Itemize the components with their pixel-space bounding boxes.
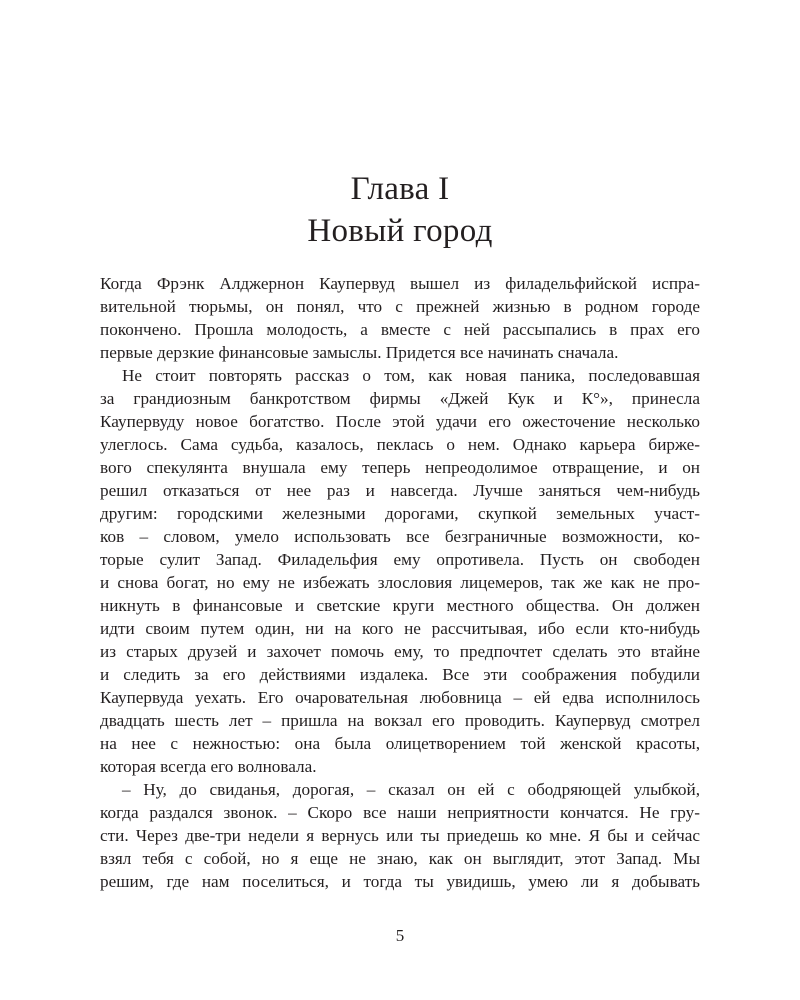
page-number: 5 [395, 926, 405, 945]
text-line: из старых друзей и захочет помочь ему, то предпочтет сделать это втайне [100, 642, 700, 661]
text-line: покончено. Прошла молодость, а вместе с ней рассыпались в прах его [100, 320, 700, 339]
text-line: которая всегда его волновала. [100, 757, 317, 776]
chapter-heading [0, 168, 800, 252]
text-line: – Ну, до свиданья, дорогая, – сказал он ей с ободряющей улыбкой, [122, 780, 700, 799]
text-line: решим, где нам поселиться, и тогда ты увидишь, умею ли я добывать [100, 872, 700, 891]
text-line: взял тебя с собой, но я еще не знаю, как он выглядит, этот Запад. Мы [100, 849, 700, 868]
text-line: за грандиозным банкротством фирмы «Джей Кук и К°», принесла [100, 389, 700, 408]
text-line: никнуть в финансовые и светские круги местного общества. Он должен [100, 596, 700, 615]
text-line: улеглось. Сама судьба, казалось, пеклась о нем. Однако карьера бирже- [100, 435, 700, 454]
text-line: и следить за его действиями издалека. Все эти соображения побудили [100, 665, 700, 684]
text-line: Каупервуду новое богатство. После этой удачи его ожесточение несколько [100, 412, 700, 431]
text-line: Не стоит повторять рассказ о том, как новая паника, последовавшая [122, 366, 700, 385]
text-line: торые сулит Запад. Филадельфия ему опротивела. Пусть он свободен [100, 550, 700, 569]
chapter-number: Глава I [350, 171, 450, 207]
text-line: другим: городскими железными дорогами, скупкой земельных участ- [100, 504, 700, 523]
text-line: вого спекулянта внушала ему теперь непреодолимое отвращение, и он [100, 458, 700, 477]
text-line: решил отказаться от нее раз и навсегда. Лучше заняться чем-нибудь [100, 481, 700, 500]
text-line: двадцать шесть лет – пришла на вокзал его проводить. Каупервуд смотрел [100, 711, 700, 730]
text-line: когда раздался звонок. – Скоро все наши неприятности кончатся. Не гру- [100, 803, 700, 822]
text-line: на нее с нежностью: она была олицетворением той женской красоты, [100, 734, 700, 753]
text-line: Каупервуда уехать. Его очаровательная любовница – ей едва исполнилось [100, 688, 700, 707]
chapter-title: Новый город [307, 213, 493, 249]
text-line: Когда Фрэнк Алджернон Каупервуд вышел из филадельфийской испра- [100, 274, 700, 293]
text-line: первые дерзкие финансовые замыслы. Придется все начинать сначала. [100, 343, 619, 362]
text-line: ков – словом, умело использовать все безграничные возможности, ко- [100, 527, 700, 546]
text-line: идти своим путем один, ни на кого не рассчитывая, ибо если кто-нибудь [100, 619, 700, 638]
text-line: и снова богат, но ему не избежать злословия лицемеров, так же как не про- [100, 573, 700, 592]
body-text [100, 272, 700, 893]
text-line: вительной тюрьмы, он понял, что с прежней жизнью в родном городе [100, 297, 700, 316]
text-line: сти. Через две-три недели я вернусь или ты приедешь ко мне. Я бы и сейчас [100, 826, 700, 845]
